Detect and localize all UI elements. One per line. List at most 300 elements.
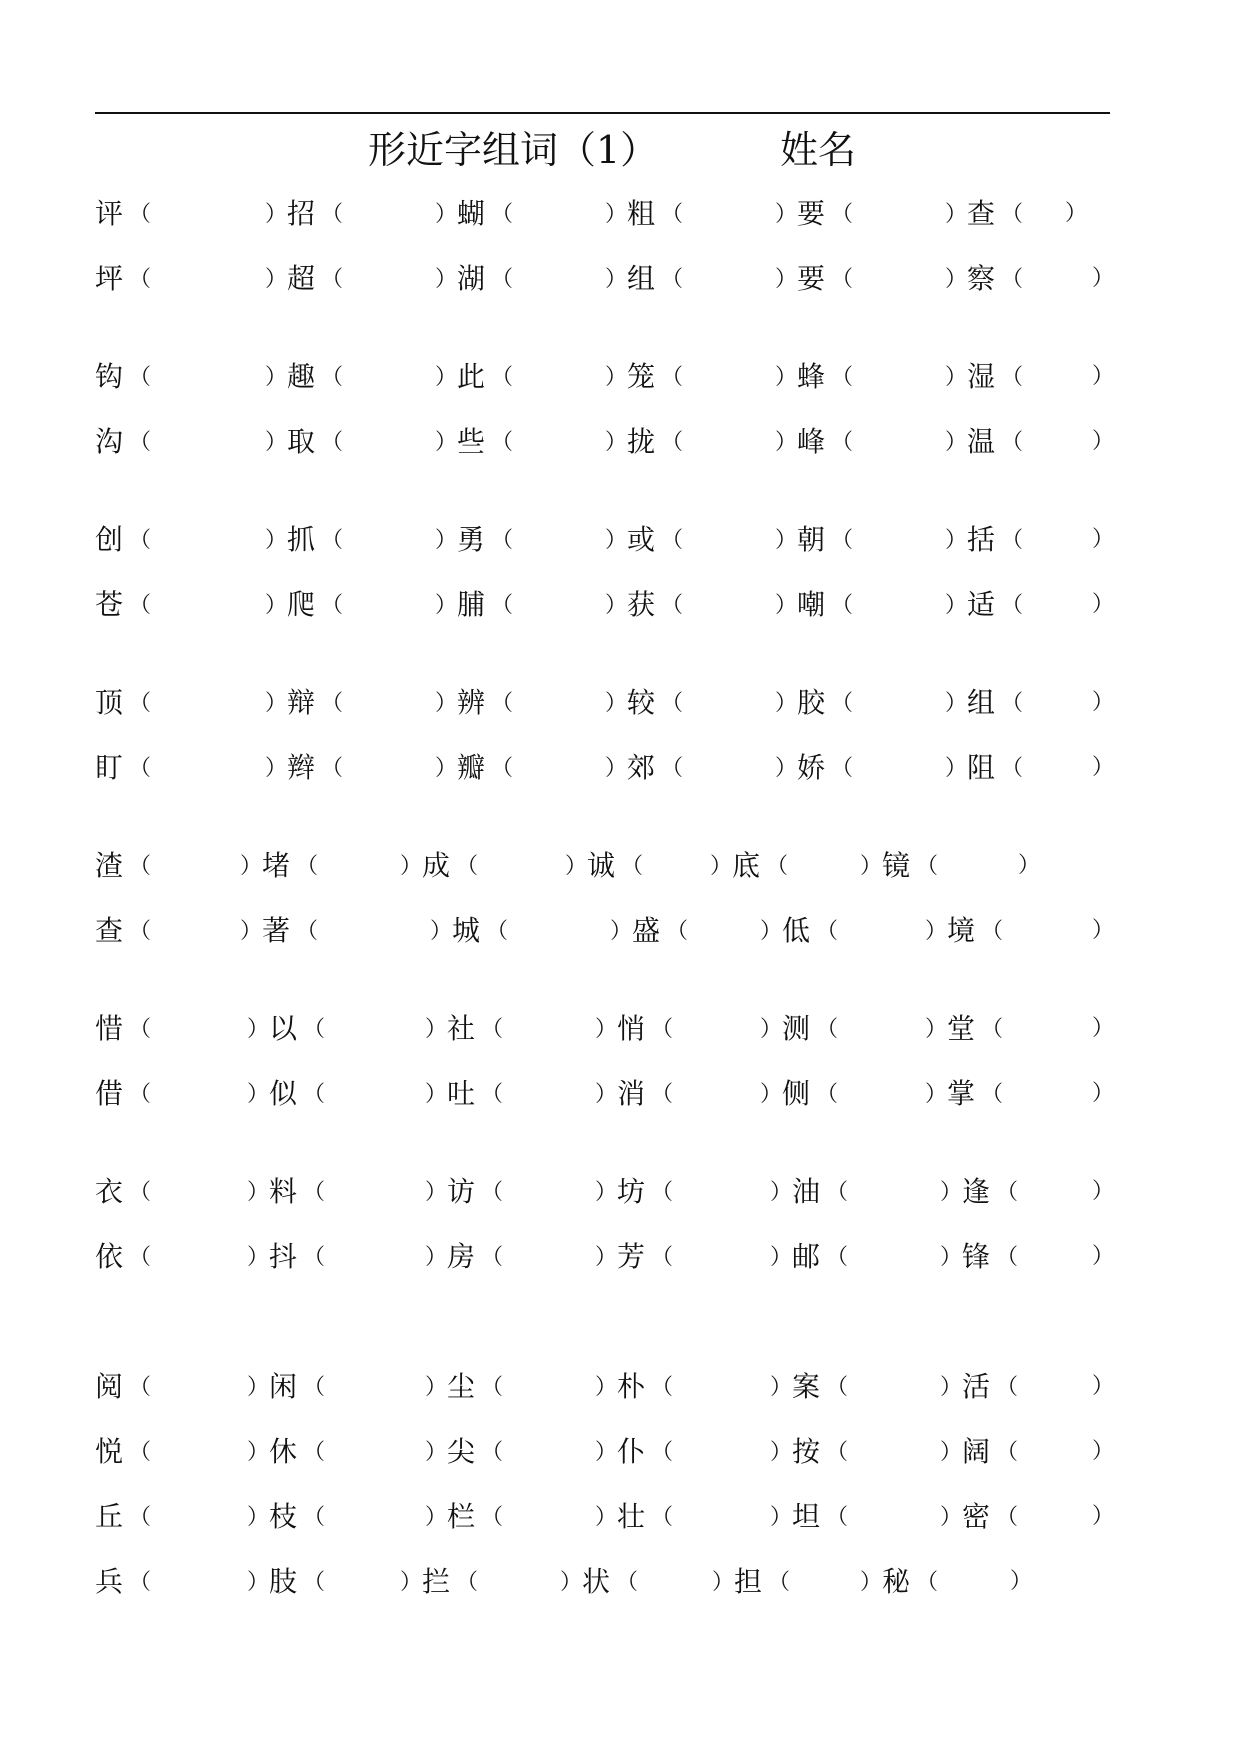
target-character: 吐	[447, 1077, 476, 1110]
target-character: 朝	[797, 523, 826, 556]
close-paren: ）	[775, 202, 798, 227]
word-item	[95, 846, 151, 887]
open-paren: （	[661, 202, 684, 227]
open-paren: （	[456, 1570, 479, 1595]
close-paren: ）	[435, 202, 458, 227]
word-item	[925, 1074, 1003, 1115]
close-paren: ）	[775, 593, 798, 618]
row-end-paren: ）	[1010, 1569, 1033, 1594]
open-paren: （	[661, 267, 684, 292]
open-paren: （	[303, 1245, 326, 1270]
open-paren: （	[996, 1245, 1019, 1270]
word-row	[0, 1367, 1241, 1407]
open-paren: （	[481, 1375, 504, 1400]
word-item	[435, 357, 513, 398]
close-paren: ）	[435, 267, 458, 292]
word-item	[925, 911, 1003, 952]
target-character: 笼	[627, 360, 656, 393]
top-divider	[95, 112, 1110, 114]
open-paren: （	[321, 430, 344, 455]
word-row	[0, 1497, 1241, 1537]
open-paren: （	[129, 267, 152, 292]
word-item	[945, 683, 1023, 724]
word-item	[247, 1237, 325, 1278]
row-end-paren: ）	[1092, 918, 1115, 943]
word-item	[775, 683, 853, 724]
word-item	[265, 585, 343, 626]
open-paren: （	[129, 1082, 152, 1107]
target-character: 辩	[287, 686, 316, 719]
row-end-paren: ）	[1092, 592, 1115, 617]
target-character: 盛	[632, 914, 661, 947]
row-end-paren: ）	[1092, 1179, 1115, 1204]
open-paren: （	[129, 1245, 152, 1270]
open-paren: （	[481, 1180, 504, 1205]
close-paren: ）	[425, 1245, 448, 1270]
word-item	[95, 357, 151, 398]
close-paren: ）	[240, 919, 263, 944]
row-end-paren: ）	[1018, 853, 1041, 878]
open-paren: （	[129, 365, 152, 390]
open-paren: （	[621, 854, 644, 879]
open-paren: （	[129, 1505, 152, 1530]
word-row	[0, 1237, 1241, 1277]
word-item	[247, 1367, 325, 1408]
open-paren: （	[481, 1440, 504, 1465]
target-character: 依	[95, 1240, 124, 1273]
open-paren: （	[129, 1440, 152, 1465]
word-item	[595, 1432, 673, 1473]
open-paren: （	[129, 919, 152, 944]
word-item	[760, 1009, 838, 1050]
word-item	[560, 1562, 638, 1603]
close-paren: ）	[247, 1017, 270, 1042]
target-character: 城	[452, 914, 481, 947]
target-character: 芳	[617, 1240, 646, 1273]
open-paren: （	[321, 756, 344, 781]
word-item	[95, 1562, 151, 1603]
word-item	[430, 911, 508, 952]
close-paren: ）	[595, 1505, 618, 1530]
word-row	[0, 357, 1241, 397]
open-paren: （	[303, 1570, 326, 1595]
open-paren: （	[651, 1245, 674, 1270]
open-paren: （	[1001, 267, 1024, 292]
open-paren: （	[129, 854, 152, 879]
close-paren: ）	[430, 919, 453, 944]
open-paren: （	[831, 593, 854, 618]
target-character: 阻	[967, 751, 996, 784]
close-paren: ）	[775, 691, 798, 716]
word-row	[0, 846, 1241, 886]
close-paren: ）	[565, 854, 588, 879]
word-item	[605, 748, 683, 789]
open-paren: （	[1001, 365, 1024, 390]
word-item	[940, 1172, 1018, 1213]
close-paren: ）	[240, 854, 263, 879]
row-end-paren: ）	[1092, 690, 1115, 715]
target-character: 借	[95, 1077, 124, 1110]
word-item	[945, 748, 1023, 789]
target-character: 阔	[962, 1435, 991, 1468]
target-character: 粗	[627, 197, 656, 230]
target-character: 壮	[617, 1500, 646, 1533]
open-paren: （	[129, 430, 152, 455]
target-character: 案	[792, 1370, 821, 1403]
close-paren: ）	[775, 756, 798, 781]
word-item	[425, 1074, 503, 1115]
target-character: 著	[262, 914, 291, 947]
close-paren: ）	[860, 1570, 883, 1595]
close-paren: ）	[940, 1180, 963, 1205]
open-paren: （	[826, 1505, 849, 1530]
open-paren: （	[996, 1440, 1019, 1465]
open-paren: （	[916, 854, 939, 879]
target-character: 密	[962, 1500, 991, 1533]
close-paren: ）	[605, 593, 628, 618]
target-character: 查	[967, 197, 996, 230]
word-item	[605, 259, 683, 300]
word-item	[425, 1497, 503, 1538]
close-paren: ）	[595, 1375, 618, 1400]
word-row	[0, 683, 1241, 723]
close-paren: ）	[425, 1375, 448, 1400]
target-character: 趣	[287, 360, 316, 393]
word-item	[605, 683, 683, 724]
target-character: 状	[582, 1565, 611, 1598]
open-paren: （	[826, 1245, 849, 1270]
open-paren: （	[1001, 691, 1024, 716]
close-paren: ）	[775, 267, 798, 292]
target-character: 取	[287, 425, 316, 458]
word-item	[610, 911, 688, 952]
close-paren: ）	[710, 854, 733, 879]
open-paren: （	[666, 919, 689, 944]
open-paren: （	[296, 919, 319, 944]
row-end-paren: ）	[1092, 266, 1115, 291]
close-paren: ）	[605, 756, 628, 781]
word-item	[247, 1009, 325, 1050]
close-paren: ）	[770, 1375, 793, 1400]
open-paren: （	[129, 528, 152, 553]
target-character: 组	[627, 262, 656, 295]
open-paren: （	[831, 267, 854, 292]
open-paren: （	[651, 1017, 674, 1042]
target-character: 要	[797, 262, 826, 295]
close-paren: ）	[770, 1180, 793, 1205]
close-paren: ）	[265, 430, 288, 455]
word-item	[240, 846, 318, 887]
open-paren: （	[831, 365, 854, 390]
row-end-paren: ）	[1092, 429, 1115, 454]
word-item	[775, 357, 853, 398]
word-row	[0, 748, 1241, 788]
word-item	[775, 194, 853, 235]
word-item	[95, 1367, 151, 1408]
open-paren: （	[491, 593, 514, 618]
target-character: 悦	[95, 1435, 124, 1468]
open-paren: （	[816, 1017, 839, 1042]
word-item	[435, 520, 513, 561]
word-item	[925, 1009, 1003, 1050]
target-character: 些	[457, 425, 486, 458]
row-end-paren: ）	[1092, 1504, 1115, 1529]
word-item	[435, 422, 513, 463]
open-paren: （	[661, 430, 684, 455]
word-item	[400, 846, 478, 887]
target-character: 胶	[797, 686, 826, 719]
open-paren: （	[651, 1375, 674, 1400]
close-paren: ）	[925, 1082, 948, 1107]
word-item	[425, 1172, 503, 1213]
word-item	[95, 1009, 151, 1050]
word-item	[710, 846, 788, 887]
target-character: 郊	[627, 751, 656, 784]
open-paren: （	[996, 1375, 1019, 1400]
close-paren: ）	[925, 919, 948, 944]
open-paren: （	[616, 1570, 639, 1595]
word-item	[95, 259, 151, 300]
word-item	[95, 1497, 151, 1538]
target-character: 尘	[447, 1370, 476, 1403]
close-paren: ）	[945, 267, 968, 292]
close-paren: ）	[712, 1570, 735, 1595]
open-paren: （	[1001, 756, 1024, 781]
open-paren: （	[831, 430, 854, 455]
open-paren: （	[486, 919, 509, 944]
target-character: 拢	[627, 425, 656, 458]
target-character: 超	[287, 262, 316, 295]
open-paren: （	[996, 1180, 1019, 1205]
word-item	[95, 520, 151, 561]
word-item	[265, 194, 343, 235]
target-character: 活	[962, 1370, 991, 1403]
target-character: 湿	[967, 360, 996, 393]
open-paren: （	[816, 1082, 839, 1107]
word-item	[95, 1432, 151, 1473]
word-row	[0, 1562, 1241, 1602]
word-item	[860, 846, 938, 887]
target-character: 掌	[947, 1077, 976, 1110]
word-item	[95, 422, 151, 463]
word-item	[595, 1009, 673, 1050]
target-character: 诚	[587, 849, 616, 882]
target-character: 察	[967, 262, 996, 295]
open-paren: （	[661, 593, 684, 618]
word-item	[265, 520, 343, 561]
open-paren: （	[1001, 528, 1024, 553]
open-paren: （	[129, 756, 152, 781]
close-paren: ）	[425, 1440, 448, 1465]
close-paren: ）	[945, 365, 968, 390]
row-end-paren: ）	[1092, 527, 1115, 552]
word-item	[435, 585, 513, 626]
word-item	[435, 748, 513, 789]
target-character: 组	[967, 686, 996, 719]
close-paren: ）	[945, 202, 968, 227]
close-paren: ）	[400, 854, 423, 879]
word-item	[95, 748, 151, 789]
word-item	[770, 1497, 848, 1538]
target-character: 创	[95, 523, 124, 556]
close-paren: ）	[247, 1505, 270, 1530]
open-paren: （	[129, 1180, 152, 1205]
target-character: 低	[782, 914, 811, 947]
word-item	[95, 683, 151, 724]
word-item	[265, 748, 343, 789]
close-paren: ）	[265, 528, 288, 553]
target-character: 房	[447, 1240, 476, 1273]
open-paren: （	[651, 1180, 674, 1205]
target-character: 辨	[457, 686, 486, 719]
target-character: 油	[792, 1175, 821, 1208]
target-character: 锋	[962, 1240, 991, 1273]
word-item	[565, 846, 643, 887]
open-paren: （	[916, 1570, 939, 1595]
open-paren: （	[826, 1180, 849, 1205]
close-paren: ）	[435, 430, 458, 455]
close-paren: ）	[770, 1440, 793, 1465]
word-item	[400, 1562, 478, 1603]
open-paren: （	[129, 691, 152, 716]
target-character: 拦	[422, 1565, 451, 1598]
close-paren: ）	[435, 593, 458, 618]
target-character: 苍	[95, 588, 124, 621]
target-character: 按	[792, 1435, 821, 1468]
close-paren: ）	[945, 528, 968, 553]
word-item	[605, 520, 683, 561]
open-paren: （	[661, 756, 684, 781]
word-item	[770, 1432, 848, 1473]
word-item	[760, 1074, 838, 1115]
open-paren: （	[303, 1180, 326, 1205]
word-item	[945, 194, 1023, 235]
word-item	[425, 1237, 503, 1278]
close-paren: ）	[425, 1082, 448, 1107]
close-paren: ）	[247, 1375, 270, 1400]
word-item	[945, 520, 1023, 561]
target-character: 勇	[457, 523, 486, 556]
close-paren: ）	[605, 691, 628, 716]
open-paren: （	[303, 1440, 326, 1465]
close-paren: ）	[860, 854, 883, 879]
close-paren: ）	[265, 365, 288, 390]
close-paren: ）	[425, 1017, 448, 1042]
close-paren: ）	[265, 691, 288, 716]
open-paren: （	[129, 1570, 152, 1595]
target-character: 仆	[617, 1435, 646, 1468]
word-item	[265, 683, 343, 724]
target-character: 盯	[95, 751, 124, 784]
open-paren: （	[481, 1245, 504, 1270]
target-character: 堵	[262, 849, 291, 882]
open-paren: （	[491, 528, 514, 553]
close-paren: ）	[945, 430, 968, 455]
word-item	[265, 259, 343, 300]
row-end-paren: ）	[1065, 201, 1088, 226]
word-row	[0, 1172, 1241, 1212]
open-paren: （	[303, 1505, 326, 1530]
close-paren: ）	[435, 528, 458, 553]
open-paren: （	[831, 202, 854, 227]
row-end-paren: ）	[1092, 755, 1115, 780]
target-character: 评	[95, 197, 124, 230]
target-character: 抖	[269, 1240, 298, 1273]
target-character: 温	[967, 425, 996, 458]
open-paren: （	[321, 267, 344, 292]
close-paren: ）	[775, 365, 798, 390]
open-paren: （	[491, 691, 514, 716]
close-paren: ）	[265, 202, 288, 227]
target-character: 坦	[792, 1500, 821, 1533]
word-item	[760, 911, 838, 952]
row-end-paren: ）	[1092, 1439, 1115, 1464]
target-character: 或	[627, 523, 656, 556]
target-character: 蜂	[797, 360, 826, 393]
open-paren: （	[651, 1505, 674, 1530]
open-paren: （	[129, 593, 152, 618]
word-item	[775, 259, 853, 300]
word-item	[945, 259, 1023, 300]
word-row	[0, 1074, 1241, 1114]
word-item	[95, 1172, 151, 1213]
close-paren: ）	[595, 1180, 618, 1205]
word-item	[95, 1074, 151, 1115]
target-character: 境	[947, 914, 976, 947]
open-paren: （	[831, 691, 854, 716]
close-paren: ）	[400, 1570, 423, 1595]
target-character: 坊	[617, 1175, 646, 1208]
close-paren: ）	[610, 919, 633, 944]
open-paren: （	[768, 1570, 791, 1595]
word-item	[265, 422, 343, 463]
word-row	[0, 422, 1241, 462]
open-paren: （	[1001, 593, 1024, 618]
word-item	[595, 1172, 673, 1213]
close-paren: ）	[760, 919, 783, 944]
word-item	[940, 1237, 1018, 1278]
target-character: 此	[457, 360, 486, 393]
word-item	[95, 1237, 151, 1278]
open-paren: （	[766, 854, 789, 879]
open-paren: （	[826, 1440, 849, 1465]
open-paren: （	[491, 756, 514, 781]
target-character: 成	[422, 849, 451, 882]
word-item	[605, 585, 683, 626]
word-row	[0, 259, 1241, 299]
close-paren: ）	[560, 1570, 583, 1595]
target-character: 枝	[269, 1500, 298, 1533]
target-character: 爬	[287, 588, 316, 621]
close-paren: ）	[770, 1505, 793, 1530]
word-item	[775, 520, 853, 561]
close-paren: ）	[247, 1180, 270, 1205]
target-character: 沟	[95, 425, 124, 458]
close-paren: ）	[595, 1082, 618, 1107]
target-character: 衣	[95, 1175, 124, 1208]
word-item	[770, 1172, 848, 1213]
target-character: 休	[269, 1435, 298, 1468]
word-item	[770, 1237, 848, 1278]
target-character: 以	[269, 1012, 298, 1045]
open-paren: （	[831, 528, 854, 553]
word-item	[595, 1367, 673, 1408]
word-row	[0, 520, 1241, 560]
word-item	[95, 194, 151, 235]
target-character: 较	[627, 686, 656, 719]
close-paren: ）	[775, 430, 798, 455]
word-item	[595, 1237, 673, 1278]
